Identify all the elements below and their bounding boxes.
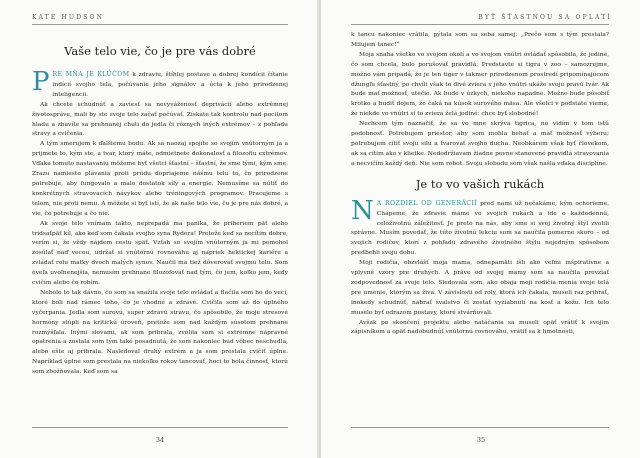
body-paragraph: Nebolo to tak dávno, čo som sa snažila svoje telo ovládať a tlačila som ho do vecí, ktoré boli nad rámec toho, čo je vhodné a zdravé. Cvičila som až do úplného vyčerpania. Jedla som surovú, super zdravú stravu, čo spôsobilo, že moje stresové hormóny stúpli na kritickú úroveň, pretože som nad každým súsotom prehnane rozmýšľala. Inými slovami, ak som pribrala, zvolila som si extrémne nápravné opatrenia a zostala som tým také posadnutá, že som nakoniec bud vôbec neschudla, alebo ešte aj pribrala. Nasledoval druhý extrém a ja som prestala cvičiť úplne. Napríklad úplne som prestala na niekoľko rokov tancovať, hoci to bola činnosť, ktorú som zbožňovala. Keď som sa — [32, 288, 288, 376]
left-text-block — [32, 34, 288, 377]
body-paragraph: k tancu nakoniec vrátila, pýtala som sa seba samej: „Prečo som s tým prestala? Milujem tanec!“ — [351, 31, 609, 48]
lead-text: pred nami už nečakáme, kým ochorieme. Chápeme, že zdravie máme vo svojich rukách a ide o každodennú, celoživotnú záležitosť. Je preto na nás, aby sme si svoj životný štýl zvolili správne. Musím povedať, že túto životnú lekciu som sa naučila pomerne skoro – od svojich rodičov, ktorí z pohľadu zdravého životného štýlu nejedným spôsobom predbehli svoju dobu. — [351, 199, 609, 257]
footer-rule — [32, 427, 288, 428]
running-head-author: KATE HUDSON — [32, 14, 105, 21]
body-paragraph: Avšak po skončení projektu alebo natáčania sa museli opäť vrátiť k svojim zápisníkom a opäť nadobudnúť vnútornú rovnováhu, vrátiť sa k hmotnosti, — [351, 318, 609, 336]
footer-rule — [351, 427, 609, 428]
section-title: Vaše telo vie, čo je pre vás dobré — [64, 44, 256, 58]
right-text-block — [351, 30, 609, 337]
header-rule — [351, 24, 609, 25]
body-paragraph: Moja snaha všetko vo svojom okolí a vo svojom vnútri ovládať spôsobila, že jediné, čo som chcela, bolo porušovať pravidlá. Predstavte si tigra v zoo – samozrejme, možno vám pripadá, že je ten tiger v takmer prirodzenom prostredí pripomínajúcom džungľu šťastný, po chvíli však to divé zviera v jeho vnútri ukáže svoju pravú tvár. Ak bude mať možnosť, utečie. Ak bude v úzkych, niekoho napadne. Možno bude pôsobiť krotko a budiť dojem, že čaká na kúsok surového mäsa. Ale všetci v podstate vieme, že niekde vo vnútri si to zviera želá jediné: chce byť slobodné! — [351, 50, 609, 118]
header-rule — [32, 24, 288, 25]
lead-paragraph — [32, 67, 288, 100]
left-page — [0, 0, 319, 458]
lead-paragraph — [351, 195, 609, 258]
lead-smallcaps: A ROZDIEL OD GENERÁCIÍ — [376, 199, 478, 207]
body-paragraph: Nechcem tým naznačiť, že sa vo mne skrýva tigrica, no vidím v tom istú podobnosť. Potrebujem priestor, aby som mohla behať a mať možnosť výberu; potrebujem cítiť svoju silu a tvarovať svojho ducha. Neobkárem však byť človekom, ak sa cítim ako v klietke. Nedodržiavam žiadne pevne stanovené pravidlá stravovania a necvičím každý deň. Nie som robot. Svoju slobodu som však našla vďaka disciplíne. — [351, 120, 609, 167]
lead-text: k zdraviu, štíhlej postave a dobrej kondícii čítanie indícií svojho tela, počúvanie jeho signálov a úcta k jeho prirodzenej inteligencii. — [52, 71, 288, 98]
page-number: 35 — [476, 436, 486, 444]
page-number: 34 — [155, 436, 165, 444]
body-paragraph: Ak svoje telo vnímam takto, neprepadá ma panika, že priberiem päť alebo tridsaťpäť kíl, ako keď som čakala svojho syna Rydera! Pretože keď sa necítim dobre, verím si, že vždy nájdem cestu späť. Vzťah so svojím vnútorným ja mi pomohol zosúlať naď vecou, udržať si vnútornú rovnováhu aj napriek hektickej kariére a zvládať rolu matky dvoch malých synov. Naučil ma tiež dôverovať svojmu telu. Som oveľa uvoľnenejšia, nemusím prehnane filozofovať nad tým, čo jem, koľko jem, kedy cvičím alebo čo robím. — [32, 219, 288, 287]
lead-smallcaps: RE MŇA JE KLÚČOM — [52, 71, 130, 78]
drop-cap: P — [32, 67, 50, 97]
body-paragraph: A tým smerujem k ďalšiemu bodu. Ak sa naozaj spojíte so svojím vnútorným ja a prijmete to, kým ste, a tvar, ktorý máte, odmietnete dokonalosť a filozofiu extrémov. Vďaka tomuto nastavaniu môžeme byť všetci šťastní – šťastní, že sme tými, kým sme. Zrazu namiesto plávania proti prúdu dopriajeme nášmu telu to, čo prirodzene potrebuje, aby fungovalo a malo dostatok síly a energie. Nemusíme sa nútiť do konkrétnych stravovacích návykov alebo tréningových programov. Pracujeme s telom, nie proti nemu. A môžete si byť istí, že ak naše telo vie, čo je pre nás dobré, a vie, čo potrebuje a čo nie. — [32, 140, 288, 217]
body-paragraph: Ak chcete schudnúť a zaviesť sa nevyváženosť deprivácií alebo extrémnej životospráve, mali by ste svoje telo začať počúvať. Získate tak kontrolu nad pocitom hladu a zbavíte sa prehnanej chuti do jedla či rôznych iných extrémov – z pohľadu stravy a cvičenia. — [32, 100, 288, 138]
right-page — [321, 0, 640, 458]
drop-cap: N — [351, 195, 374, 226]
running-head-title: BYŤ ŠŤASTNOU SA OPLATÍ — [478, 14, 612, 21]
body-paragraph: Moji rodičia, obzvlášť moja mama, odnepamäti išli ako veľmi inšpiratívne a vplyvné vzory pre druhých. A práve od svojej mamy som sa naučila prevziať zodpovednosť za svoje telo. Sledovala som, ako obaja moji rodičia menia svoje telá pre umenie, ktorým sa živa. V závislosti od roly, ktorá ich čakala, museli raz pribrať, inokedy schudnúť, nabrať svalstvo či zostať vyziabnutí na kosť a kožu. Ich telo muselo byť odrazom postavy, ktoré stvárňovali. — [351, 259, 609, 316]
section-title: Je to vo vašich rukách — [415, 176, 545, 191]
